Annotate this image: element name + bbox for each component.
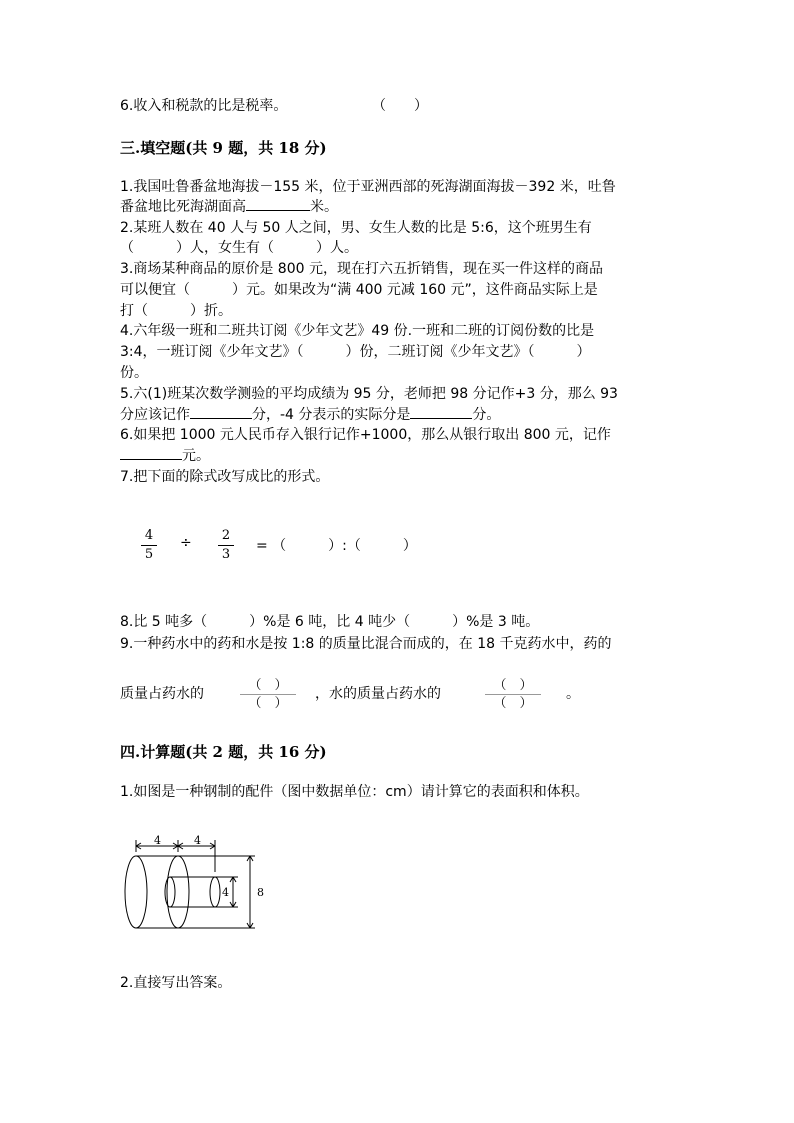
outer-back-face [125, 856, 147, 928]
question-1-line-1: 1.我国吐鲁番盆地海拔－155 米，位于亚洲西部的死海湖面海拔－392 米，吐鲁 [120, 179, 616, 195]
section-4-heading: 四.计算题(共 2 题，共 16 分) [120, 743, 327, 761]
dim-label-outer-diameter: 8 [257, 886, 264, 899]
question-9-part-1: 质量占药水的 [120, 686, 204, 702]
ratio-answer[interactable]: = （ ）:（ ） [256, 538, 417, 554]
fraction-four-fifths [141, 528, 157, 563]
question-text: 分。 [472, 407, 501, 423]
question-6-line-2 [120, 446, 210, 466]
question-text: 元。 [182, 448, 210, 464]
numerator-blank[interactable]: （ ） [493, 678, 533, 693]
question-5-line-1: 5.六(1)班某次数学测验的平均成绩为 95 分，老师把 98 分记作+3 分，那么 93 [120, 386, 618, 402]
question-3-line-3: 打（ ）折。 [120, 303, 232, 319]
numerator-blank[interactable]: （ ） [248, 678, 288, 693]
numerator: 2 [221, 528, 231, 543]
question-8-text: 8.比 5 吨多（ ）%是 6 吨，比 4 吨少（ ）%是 3 吨。 [120, 614, 540, 630]
question-4-line-3: 份。 [120, 365, 148, 381]
question-4-line-1: 4.六年级一班和二班共订阅《少年文艺》49 份.一班和二班的订阅份数的比是 [120, 323, 595, 339]
dim-label-left: 4 [154, 834, 161, 847]
question-text: 米。 [310, 199, 338, 215]
calc-question-2-text: 2.直接写出答案。 [120, 975, 232, 991]
numerator: 4 [144, 528, 154, 543]
question-5-line-2 [120, 405, 500, 425]
fraction-two-thirds [218, 528, 234, 563]
dim-label-inner-diameter: 4 [222, 886, 229, 899]
question-9-line-1: 9.一种药水中的药和水是按 1:8 的质量比混合而成的，在 18 千克药水中，药的 [120, 636, 612, 652]
question-text: 分应该记作 [120, 407, 190, 423]
question-text: 番盆地比死海湖面高 [120, 199, 246, 215]
question-text: 6.收入和税款的比是税率。 [120, 98, 288, 114]
question-1-line-2 [120, 197, 338, 217]
question-9-part-2: ，水的质量占药水的 [315, 686, 441, 702]
question-3-line-1: 3.商场某种商品的原价是 800 元，现在打六五折销售，现在买一件这样的商品 [120, 261, 603, 277]
question-4-line-2: 3:4，一班订阅《少年文艺》（ ）份，二班订阅《少年文艺》（ ） [120, 344, 591, 360]
denominator-blank[interactable]: （ ） [248, 696, 288, 711]
question-2-line-2: （ ）人，女生有（ ）人。 [120, 240, 358, 256]
answer-blank[interactable] [190, 406, 252, 419]
fraction-bar [485, 694, 541, 695]
answer-blank[interactable] [410, 406, 472, 419]
outer-front-face [167, 856, 189, 928]
denominator: 5 [144, 547, 154, 562]
denominator: 3 [221, 547, 231, 562]
dim-label-right: 4 [194, 834, 201, 847]
question-text: 分，-4 分表示的实际分是 [252, 407, 411, 423]
section-3-heading: 三.填空题(共 9 题，共 18 分) [120, 139, 327, 157]
fraction-bar [240, 694, 296, 695]
answer-blank[interactable] [246, 198, 310, 211]
answer-paren[interactable]: （ ） [372, 98, 428, 114]
inner-front-face [210, 877, 220, 907]
division-sign: ÷ [180, 535, 192, 551]
question-7-text: 7.把下面的除式改写成比的形式。 [120, 469, 330, 485]
answer-blank[interactable] [120, 447, 182, 460]
question-6-judgement [120, 96, 287, 116]
calc-question-1-text: 1.如图是一种钢制的配件（图中数据单位：cm）请计算它的表面积和体积。 [120, 784, 589, 800]
answer-fraction-drug[interactable] [240, 677, 296, 712]
denominator-blank[interactable]: （ ） [493, 696, 533, 711]
question-2-line-1: 2.某班人数在 40 人与 50 人之间，男、女生人数的比是 5:6，这个班男生有 [120, 220, 592, 236]
question-9-end: 。 [566, 686, 580, 702]
answer-fraction-water[interactable] [485, 677, 541, 712]
question-6-line-1: 6.如果把 1000 元人民币存入银行记作+1000，那么从银行取出 800 元，记作 [120, 427, 611, 443]
question-3-line-2: 可以便宜（ ）元。如果改为“满 400 元减 160 元”，这件商品实际上是 [120, 282, 598, 298]
steel-part-figure [118, 832, 278, 936]
